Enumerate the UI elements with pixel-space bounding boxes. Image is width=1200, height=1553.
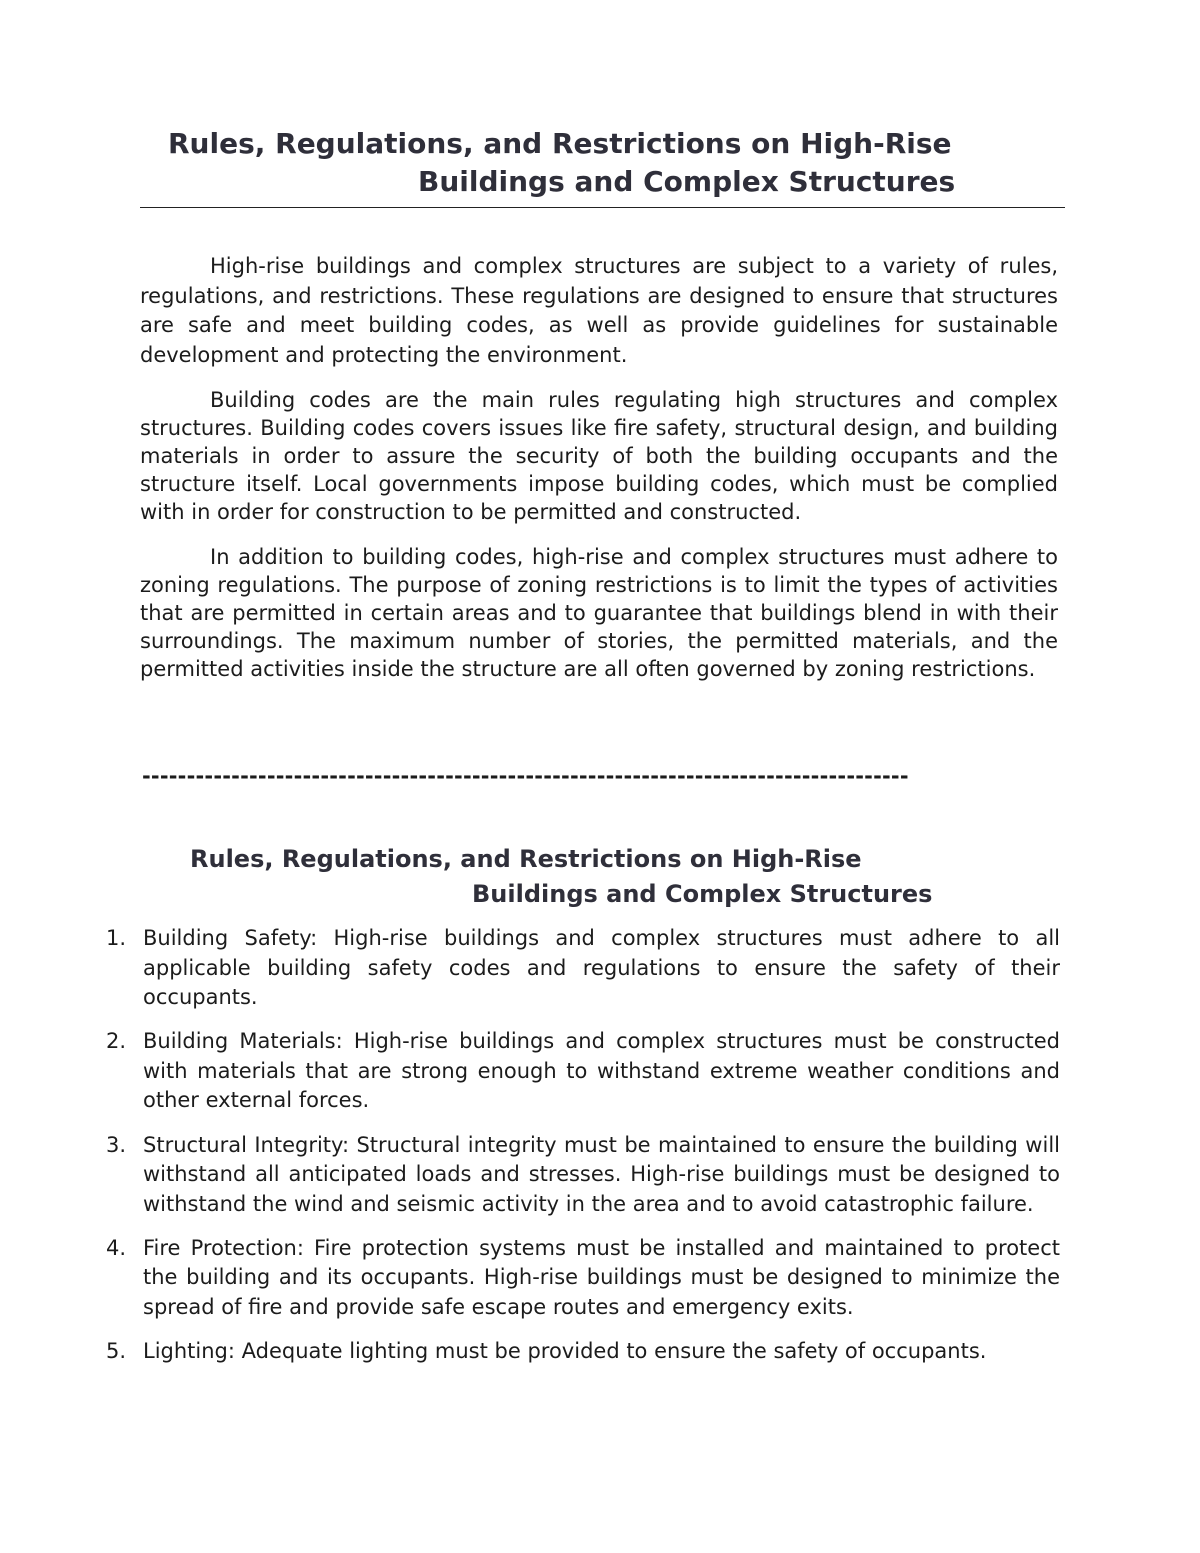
list-item bbox=[98, 1027, 1060, 1116]
paragraph: Building codes are the main rules regulating high structures and complex structures. Building codes covers issues like fire safety, structural design, and building materials in order to assure the security of both the building occupants and the structure itself. Local governments impose building codes, which must be complied with in order for construction to be permitted and constructed. bbox=[140, 388, 1058, 524]
list-item bbox=[98, 924, 1060, 1013]
paragraph: In addition to building codes, high-rise and complex structures must adhere to zoning regulations. The purpose of zoning restrictions is to limit the types of activities that are permitted in certain areas and to guarantee that buildings blend in with their surroundings. The maximum number of stories, the permitted materials, and the permitted activities inside the structure are all often governed by zoning restrictions. bbox=[140, 545, 1058, 681]
rules-list bbox=[98, 924, 1060, 1381]
document-title bbox=[140, 125, 1065, 201]
title-line-2: Buildings and Complex Structures bbox=[418, 165, 956, 198]
list-item-number: 1. bbox=[106, 926, 127, 950]
list-item bbox=[98, 1131, 1060, 1220]
list-item-number: 3. bbox=[106, 1132, 127, 1157]
dashed-separator: -------------------------------------------------------------------------------------- bbox=[142, 764, 909, 788]
list-item-text: Building Materials: High-rise buildings and complex structures must be constructed with materials that are strong enough to withstand extreme weather conditions and other external forces. bbox=[143, 1029, 1060, 1113]
list-item-text: Fire Protection: Fire protection systems must be installed and maintained to protect the building and its occupants. High-rise buildings must be designed to minimize the spread of fire and provide safe escape routes and emergency exits. bbox=[143, 1235, 1060, 1320]
list-item bbox=[98, 1337, 1060, 1367]
title-divider bbox=[140, 207, 1065, 208]
paragraph: High-rise buildings and complex structures are subject to a variety of rules, regulations, and restrictions. These regulations are designed to ensure that structures are safe and meet building codes, as well as provide guidelines for sustainable development and protecting the environment. bbox=[140, 254, 1058, 367]
list-item-text: Lighting: Adequate lighting must be provided to ensure the safety of occupants. bbox=[143, 1339, 987, 1364]
list-item-number: 4. bbox=[106, 1235, 127, 1260]
body-text bbox=[140, 252, 1058, 699]
list-item bbox=[98, 1234, 1060, 1323]
title-line-1: Rules, Regulations, and Restrictions on High-Rise bbox=[168, 127, 952, 160]
section-title bbox=[190, 842, 1070, 912]
list-item-number: 5. bbox=[106, 1339, 127, 1364]
list-item-number: 2. bbox=[106, 1029, 127, 1054]
list-item-text: Structural Integrity: Structural integrity must be maintained to ensure the building will withstand all anticipated loads and stresses. High-rise buildings must be designed to withstand the wind and seismic activity in the area and to avoid catastrophic failure. bbox=[143, 1132, 1060, 1216]
list-item-text: Building Safety: High-rise buildings and complex structures must adhere to all applicable building safety codes and regulations to ensure the safety of their occupants. bbox=[143, 926, 1060, 1010]
section-title-line-2: Buildings and Complex Structures bbox=[472, 880, 933, 908]
section-title-line-1: Rules, Regulations, and Restrictions on High-Rise bbox=[190, 845, 862, 873]
